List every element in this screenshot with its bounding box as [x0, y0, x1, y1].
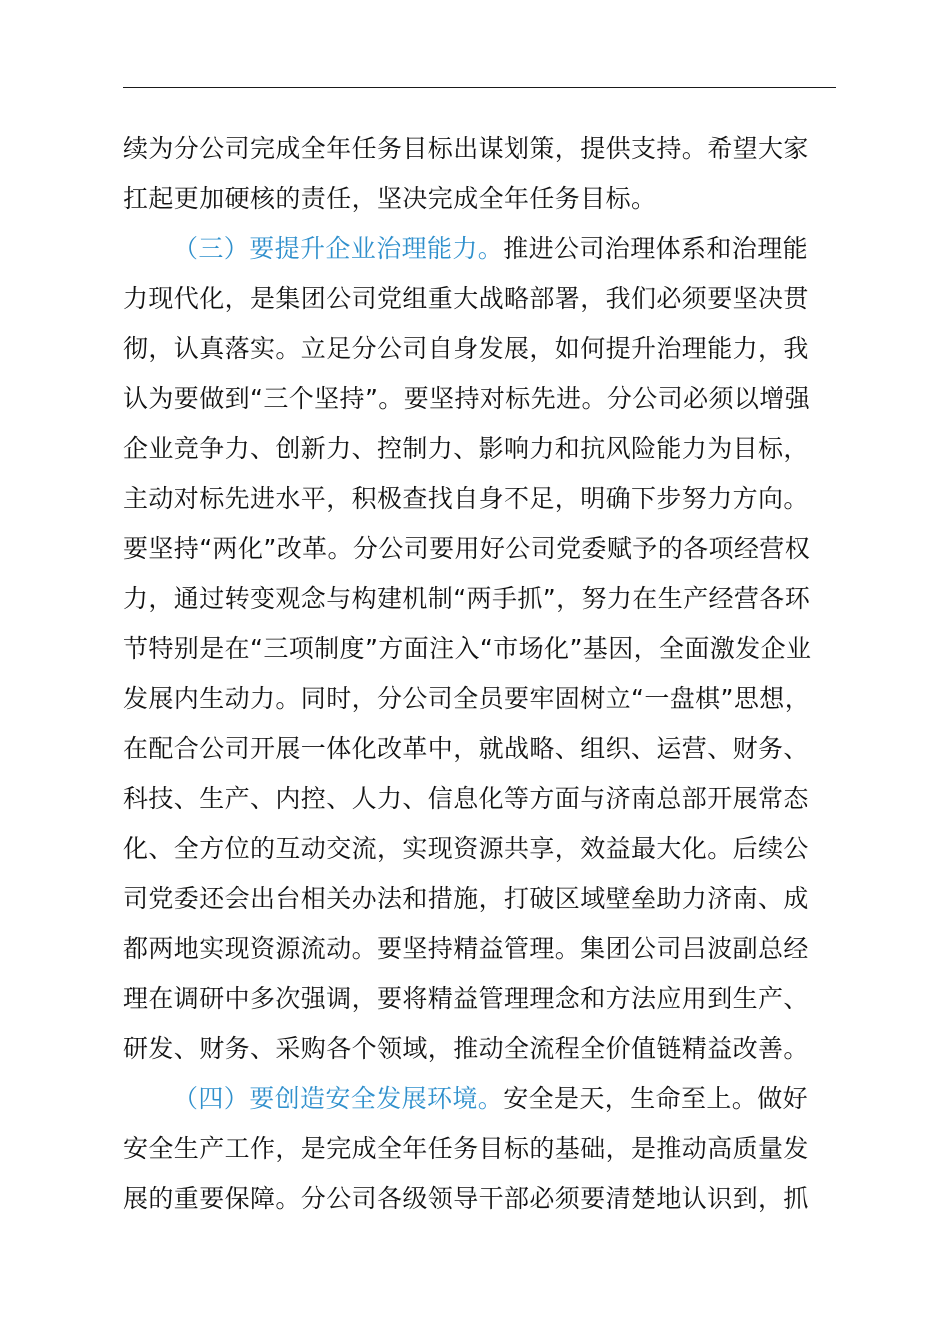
text-line: 理在调研中多次强调，要将精益管理理念和方法应用到生产、 [123, 984, 809, 1013]
text-line: 续为分公司完成全年任务目标出谋划策，提供支持。希望大家 [123, 134, 809, 163]
text-line: 力现代化，是集团公司党组重大战略部署，我们必须要坚决贯 [123, 284, 809, 313]
text-line: 研发、财务、采购各个领域，推动全流程全价值链精益改善。 [123, 1034, 809, 1063]
document-body [123, 124, 836, 1224]
text-line: 科技、生产、内控、人力、信息化等方面与济南总部开展常态 [123, 784, 809, 813]
text-line: 司党委还会出台相关办法和措施，打破区域壁垒助力济南、成 [123, 884, 809, 913]
text-line: 企业竞争力、创新力、控制力、影响力和抗风险能力为目标， [123, 434, 809, 463]
text-line: 安全生产工作，是完成全年任务目标的基础，是推动高质量发 [123, 1134, 809, 1163]
section-heading-line [123, 1074, 836, 1124]
text-run: 安全是天，生命至上。做好 [503, 1084, 809, 1113]
text-line: 在配合公司开展一体化改革中，就战略、组织、运营、财务、 [123, 734, 809, 763]
header-rule [123, 87, 836, 88]
text-line: 展的重要保障。分公司各级领导干部必须要清楚地认识到，抓 [123, 1184, 809, 1213]
text-run: 推进公司治理体系和治理能 [503, 234, 809, 263]
text-line: 彻，认真落实。立足分公司自身发展，如何提升治理能力，我 [123, 334, 809, 363]
section-heading-line [123, 224, 836, 274]
text-line: 主动对标先进水平，积极查找自身不足，明确下步努力方向。 [123, 484, 809, 513]
text-line: 要坚持“两化”改革。分公司要用好公司党委赋予的各项经营权 [123, 534, 811, 563]
section-heading: （四）要创造安全发展环境。 [173, 1084, 504, 1113]
text-line: 认为要做到“三个坚持”。要坚持对标先进。分公司必须以增强 [123, 384, 811, 413]
section-heading: （三）要提升企业治理能力。 [173, 234, 504, 263]
text-line: 扛起更加硬核的责任，坚决完成全年任务目标。 [123, 184, 657, 213]
text-line: 都两地实现资源流动。要坚持精益管理。集团公司吕波副总经 [123, 934, 809, 963]
text-line: 力，通过转变观念与构建机制“两手抓”，努力在生产经营各环 [123, 584, 811, 613]
text-line: 化、全方位的互动交流，实现资源共享，效益最大化。后续公 [123, 834, 809, 863]
text-line: 发展内生动力。同时，分公司全员要牢固树立“一盘棋”思想， [123, 684, 811, 713]
text-line: 节特别是在“三项制度”方面注入“市场化”基因，全面激发企业 [123, 634, 812, 663]
